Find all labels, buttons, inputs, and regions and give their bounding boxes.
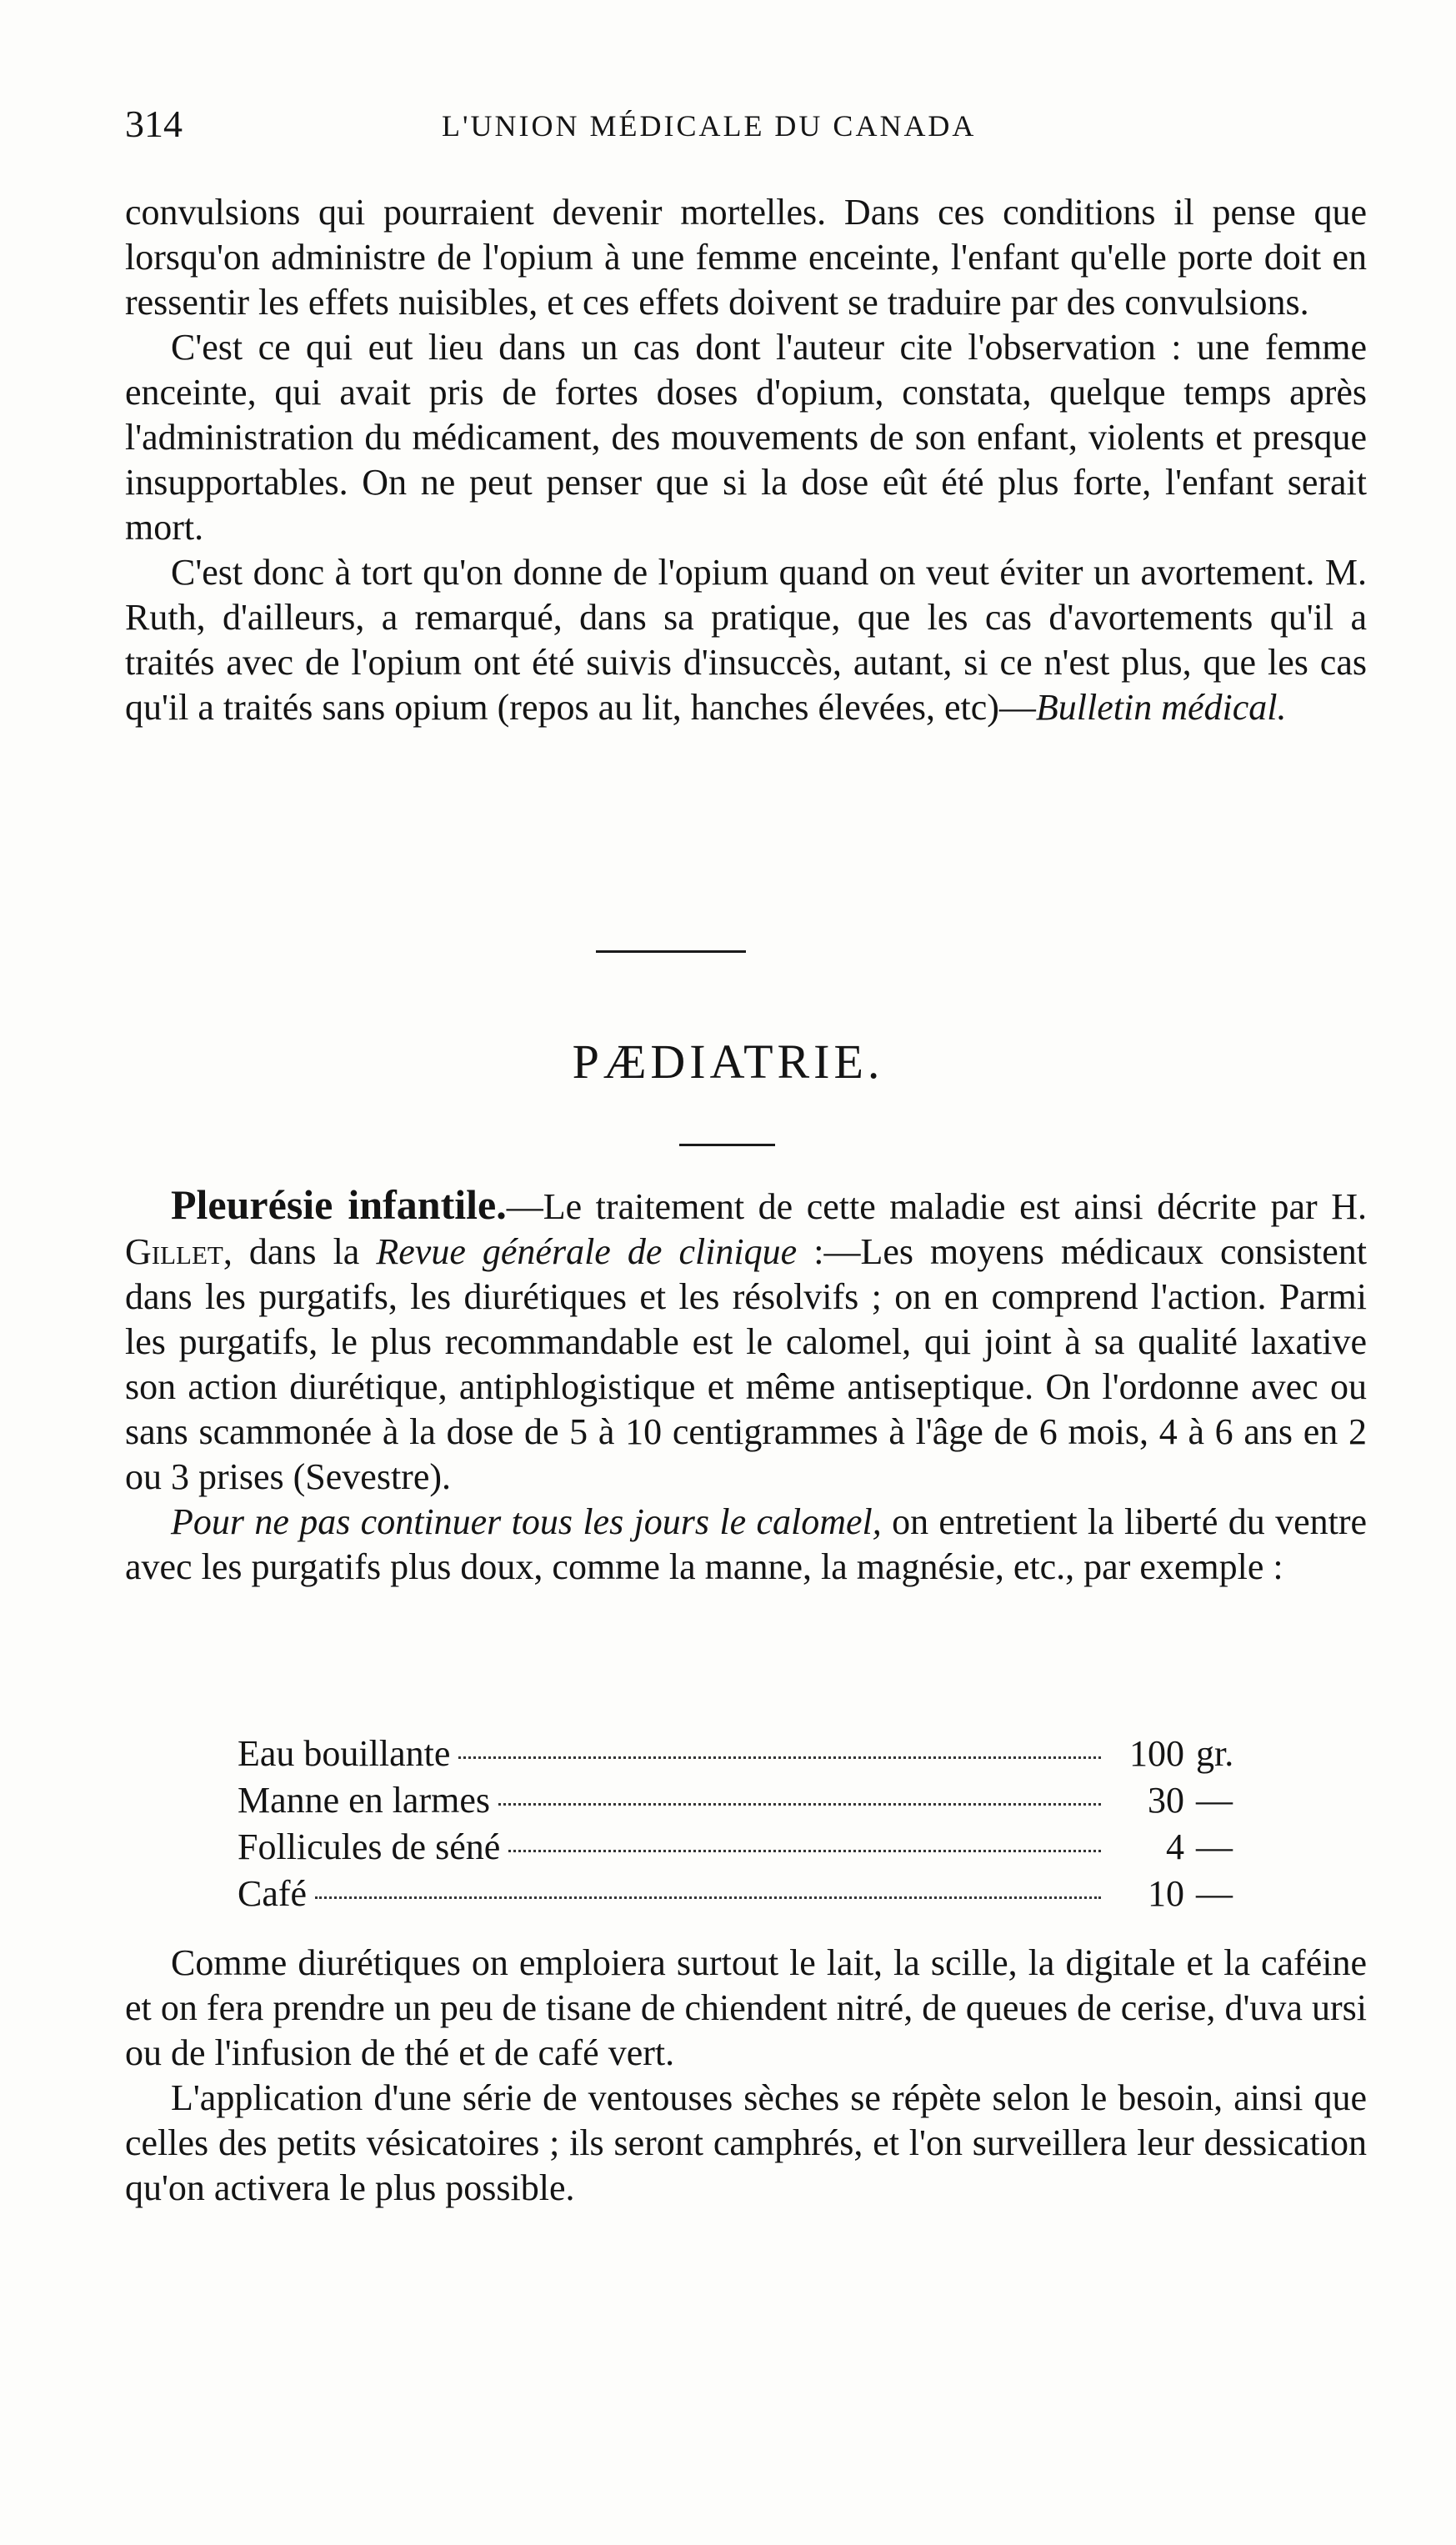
article-continuation — [125, 190, 1367, 730]
p1-part-a: —Le traitement de cette maladie est ainsi décrite par H. — [506, 1186, 1367, 1227]
recipe-ingredient: Café — [238, 1873, 308, 1914]
page-number: 314 — [125, 103, 183, 145]
recipe-row — [238, 1824, 1263, 1871]
recipe-amount: 10 — [1148, 1873, 1184, 1914]
recipe-ingredient: Manne en larmes — [238, 1780, 490, 1821]
separator-rule-1 — [596, 950, 746, 953]
p2-rest: on entretient la liberté du ventre avec les purgatifs plus doux, comme la manne, la magnésie, etc., par exemple : — [125, 1501, 1368, 1587]
recipe-unit: — — [1196, 1873, 1233, 1914]
pediatrics-paragraph-4: L'application d'une série de ventouses sèches se répète selon le besoin, ainsi que celles des petits vésicatoires ; ils seront camphrés, et l'on surveillera leur dessication qu'on activera le plus possible. — [125, 2077, 1367, 2208]
section-title: PÆDIATRIE. — [572, 1035, 884, 1089]
recipe-amount: 30 — [1148, 1780, 1184, 1821]
separator-rule-2 — [679, 1144, 775, 1146]
p1-part-b: , dans la — [223, 1231, 377, 1272]
article-lead: Pleurésie infantile. — [171, 1181, 507, 1228]
p1-part-c: :—Les moyens médicaux consistent dans les purgatifs, les diurétiques et les résolvifs ; on en comprend l'action. Parmi les purgatifs, le plus recommandable est le calomel, qui joint à sa qualité laxative son action diurétique, antiphlogistique et même antiseptique. On l'ordonne avec ou sans scammonée à la dose de 5 à 10 centigrammes à l'âge de 6 mois, 4 à 6 ans en 2 ou 3 prises (Sevestre). — [125, 1231, 1368, 1497]
author-name: Gillet — [125, 1231, 223, 1272]
recipe-unit: — — [1196, 1780, 1233, 1821]
recipe-amount: 100 — [1129, 1733, 1184, 1774]
journal-name: Revue générale de clinique — [376, 1231, 798, 1272]
source-citation: Bulletin médical. — [1035, 687, 1287, 728]
p2-italic: Pour ne pas continuer tous les jours le calomel, — [171, 1501, 882, 1542]
paragraph-3-text: C'est donc à tort qu'on donne de l'opium quand on veut éviter un avortement. M. Ruth, d'ailleurs, a remarqué, dans sa pratique, que les cas d'avortements qu'il a traités avec de l'opium ont été suivis d'insuccès, autant, si ce n'est plus, que les cas qu'il a traités sans opium (repos au lit, hanches élevées, etc)— — [125, 552, 1367, 728]
recipe-row — [238, 1871, 1263, 1917]
paragraph-1: convulsions qui pourraient devenir mortelles. Dans ces conditions il pense que lorsqu'on administre de l'opium à une femme enceinte, l'enfant qu'elle porte doit en ressentir les effets nuisibles, et ces effets doivent se traduire par des convulsions. — [125, 192, 1367, 323]
recipe-amount: 4 — [1166, 1826, 1184, 1867]
leader-dots — [508, 1850, 1101, 1852]
pediatrics-paragraph-3: Comme diurétiques on emploiera surtout le lait, la scille, la digitale et la caféine et on fera prendre un peu de tisane de chiendent nitré, de queues de cerise, d'uva ursi ou de l'infusion de thé et de café vert. — [125, 1942, 1367, 2073]
recipe-unit: gr. — [1196, 1733, 1234, 1774]
leader-dots — [458, 1756, 1101, 1759]
page-header — [125, 102, 1375, 152]
pediatrics-paragraph-1 — [125, 1182, 1367, 1500]
paragraph-2: C'est ce qui eut lieu dans un cas dont l'auteur cite l'observation : une femme enceinte, qui avait pris de fortes doses d'opium, constata, quelque temps après l'administration du médicament, des mouvements de son enfant, violents et presque insupportables. On ne peut penser que si la dose eût été plus forte, l'enfant serait mort. — [125, 327, 1367, 548]
running-title: L'UNION MÉDICALE DU CANADA — [442, 109, 977, 143]
recipe-ingredient: Follicules de séné — [238, 1826, 501, 1867]
paragraph-3 — [125, 550, 1367, 730]
recipe-unit: — — [1196, 1826, 1233, 1867]
pediatrics-article — [125, 1182, 1367, 1590]
leader-dots — [498, 1803, 1101, 1806]
pediatrics-paragraph-2 — [125, 1500, 1367, 1590]
recipe-ingredient: Eau bouillante — [238, 1733, 451, 1774]
pediatrics-continuation — [125, 1941, 1367, 2211]
leader-dots — [315, 1896, 1101, 1899]
recipe-row — [238, 1777, 1263, 1824]
recipe-table — [238, 1731, 1263, 1917]
recipe-row — [238, 1731, 1263, 1777]
